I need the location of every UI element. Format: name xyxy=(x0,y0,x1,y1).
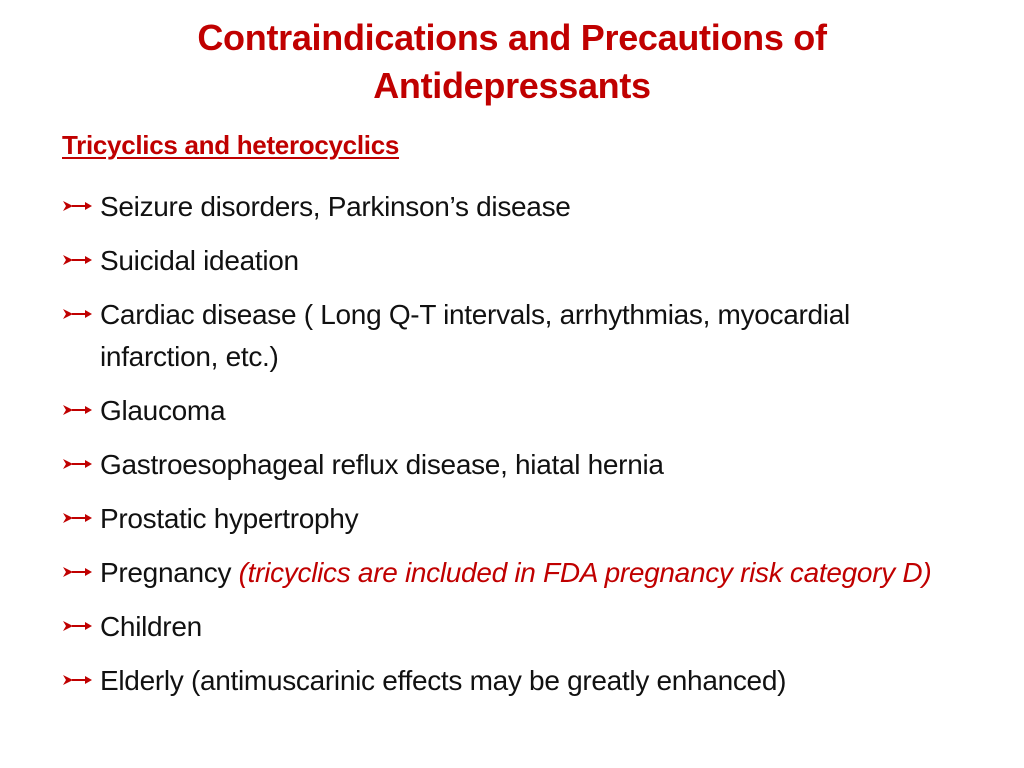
arrow-bullet-icon xyxy=(62,456,94,472)
list-item-text: Glaucoma xyxy=(100,395,226,426)
list-item xyxy=(60,390,960,432)
title-line-2: Antidepressants xyxy=(373,65,651,106)
list-item-text: Children xyxy=(100,611,202,642)
arrow-bullet-icon xyxy=(62,672,94,688)
list-item xyxy=(60,444,960,486)
arrow-bullet-icon xyxy=(62,402,94,418)
arrow-bullet-icon xyxy=(62,510,94,526)
list-item-text: Pregnancy xyxy=(100,557,239,588)
list-item-text: Gastroesophageal reflux disease, hiatal hernia xyxy=(100,449,664,480)
list-item-text: Seizure disorders, Parkinson’s disease xyxy=(100,191,571,222)
list-item xyxy=(60,660,960,702)
bullet-list xyxy=(60,186,960,714)
arrow-bullet-icon xyxy=(62,252,94,268)
list-item-note: (tricyclics are included in FDA pregnancy risk category D) xyxy=(238,557,932,588)
list-item xyxy=(60,186,960,228)
slide-title xyxy=(100,14,924,110)
list-item-text: Prostatic hypertrophy xyxy=(100,503,359,534)
arrow-bullet-icon xyxy=(62,564,94,580)
arrow-bullet-icon xyxy=(62,306,94,322)
arrow-bullet-icon xyxy=(62,198,94,214)
list-item xyxy=(60,606,960,648)
list-item-text: Elderly (antimuscarinic effects may be greatly enhanced) xyxy=(100,665,787,696)
list-item xyxy=(60,240,960,282)
list-item xyxy=(60,294,960,378)
list-item xyxy=(60,552,960,594)
arrow-bullet-icon xyxy=(62,618,94,634)
section-subheading: Tricyclics and heterocyclics xyxy=(62,130,400,160)
list-item-text: Cardiac disease ( Long Q-T intervals, arrhythmias, myocardial infarction, etc.) xyxy=(100,299,850,372)
list-item-text: Suicidal ideation xyxy=(100,245,299,276)
list-item xyxy=(60,498,960,540)
title-line-1: Contraindications and Precautions of xyxy=(197,17,827,58)
